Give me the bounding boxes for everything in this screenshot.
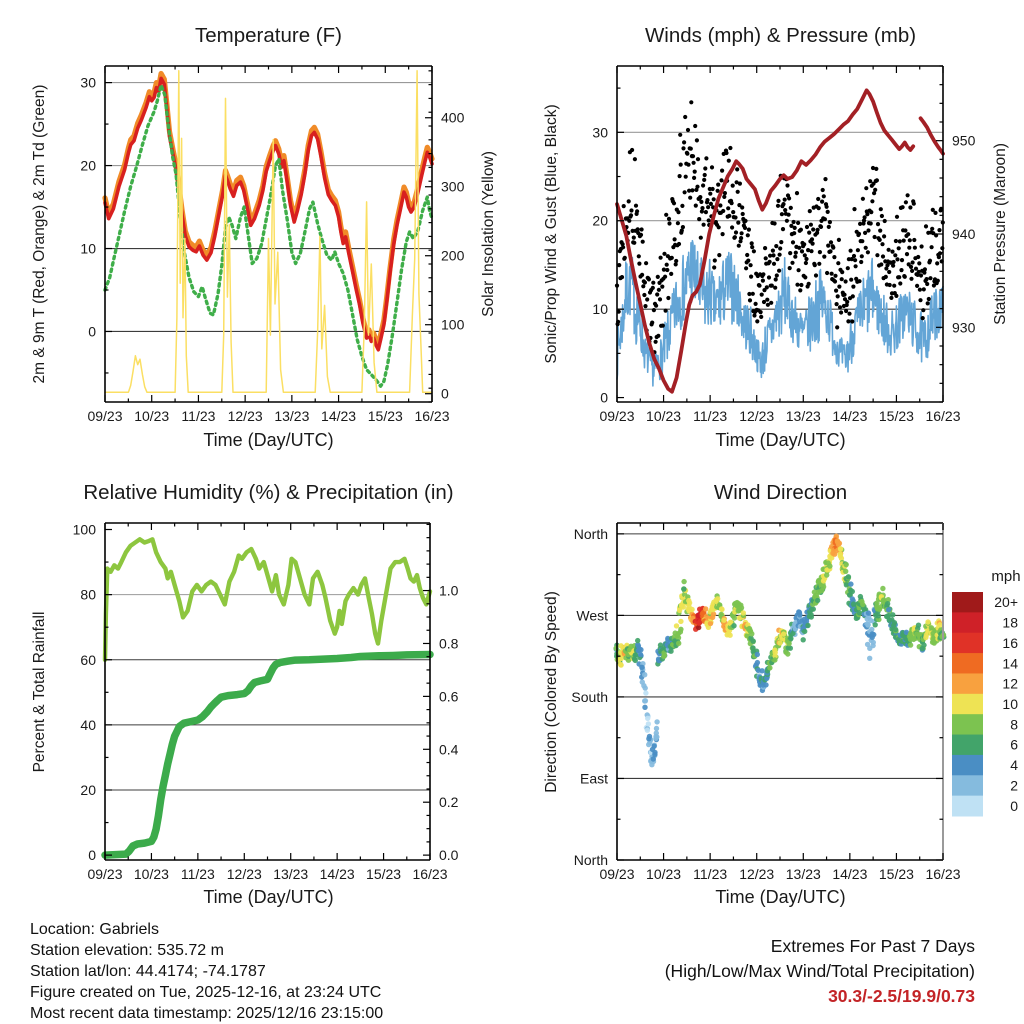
x-tick-label: 10/23 — [646, 866, 682, 882]
x-tick-label: 16/23 — [414, 408, 450, 424]
x-tick-label: 12/23 — [227, 408, 263, 424]
x-tick-label: 10/23 — [646, 408, 682, 424]
x-tick-label: 13/23 — [273, 866, 309, 882]
humidity-precip-plot — [0, 457, 512, 919]
x-tick-label: 10/23 — [133, 866, 169, 882]
colorbar-label: 2 — [1010, 777, 1018, 794]
total-rainfall-series — [105, 655, 430, 856]
y2-tick-label: 100 — [441, 316, 465, 333]
relative-humidity-series — [105, 539, 430, 660]
y2-tick-label: 1.0 — [439, 582, 459, 599]
axes — [617, 132, 943, 309]
plot-frame — [592, 66, 975, 424]
y2-tick-label: 0.0 — [439, 847, 459, 864]
y2-tick-label: 200 — [441, 247, 465, 264]
y2-tick-label: 940 — [952, 226, 976, 242]
humidity-chart-title: Relative Humidity (%) & Precipitation (in) — [83, 481, 454, 504]
wind-direction-plot — [512, 457, 1024, 919]
humidity-x-axis-label: Time (Day/UTC) — [203, 887, 334, 907]
wind-pressure-chart — [512, 0, 1024, 462]
x-tick-label: 15/23 — [366, 866, 402, 882]
y2-tick-label: 0.8 — [439, 635, 459, 652]
x-tick-label: 11/23 — [181, 408, 216, 424]
x-tick-label: 13/23 — [274, 408, 310, 424]
temperature-chart — [0, 0, 512, 462]
y-tick-label: 0 — [600, 389, 608, 406]
y-tick-label: 0 — [88, 323, 96, 340]
plot-frame — [571, 523, 960, 882]
x-tick-label: 13/23 — [785, 408, 821, 424]
x-tick-label: 11/23 — [693, 408, 728, 424]
wind-speed-colorbar — [952, 568, 1021, 817]
y2-tick-label: 930 — [952, 319, 976, 336]
x-tick-label: 09/23 — [599, 866, 635, 882]
station-elevation: Station elevation: 535.72 m — [30, 942, 224, 959]
x-tick-label: 16/23 — [925, 408, 961, 424]
temperature-x-axis-label: Time (Day/UTC) — [203, 430, 334, 450]
y2-tick-label: 0.6 — [439, 688, 459, 705]
direction-x-axis-label: Time (Day/UTC) — [715, 887, 846, 907]
extremes-subtitle: (High/Low/Max Wind/Total Precipitation) — [664, 961, 975, 981]
x-tick-label: 11/23 — [180, 866, 215, 882]
colorbar-label: 6 — [1010, 736, 1018, 753]
y-tick-label: 20 — [80, 157, 96, 174]
y-tick-label: 20 — [592, 212, 608, 229]
y-tick-label: 60 — [80, 651, 96, 668]
x-tick-label: 13/23 — [785, 866, 821, 882]
y2-tick-label: 0.2 — [439, 794, 459, 811]
y-tick-label: 10 — [592, 301, 608, 318]
colorbar-label: 20+ — [994, 594, 1018, 611]
y-tick-label: 0 — [88, 847, 96, 864]
x-tick-label: 14/23 — [832, 866, 868, 882]
y2-tick-label: 0 — [441, 385, 449, 402]
humidity-y-axis-label: Percent & Total Rainfall — [31, 611, 48, 773]
x-tick-label: 12/23 — [739, 866, 775, 882]
wind-direction-chart-title: Wind Direction — [713, 481, 848, 504]
solar-insolation-series — [105, 71, 432, 393]
y-tick-label: 20 — [80, 781, 96, 798]
temperature-y-axis-label: 2m & 9m T (Red, Orange) & 2m Td (Green) — [31, 84, 48, 384]
colorbar-label: 10 — [1002, 696, 1018, 712]
x-tick-label: 09/23 — [87, 866, 123, 882]
extremes-summary — [665, 934, 975, 1009]
x-tick-label: 15/23 — [367, 408, 403, 424]
wind-direction-scatter — [613, 534, 946, 768]
x-tick-label: 09/23 — [87, 408, 123, 424]
x-tick-label: 10/23 — [134, 408, 170, 424]
temperature-plot — [0, 0, 512, 462]
x-tick-label: 12/23 — [739, 408, 775, 424]
dewpoint-series — [105, 85, 432, 386]
x-tick-label: 11/23 — [693, 866, 728, 882]
wind-direction-chart — [512, 457, 1024, 919]
y2-tick-label: 950 — [952, 132, 976, 149]
y-tick-label: 30 — [592, 124, 608, 141]
extremes-value: 30.3/-2.5/19.9/0.73 — [828, 986, 975, 1006]
y-tick-label: 10 — [80, 240, 96, 257]
colorbar-label: 16 — [1002, 634, 1018, 651]
y-tick-label: South — [571, 688, 608, 705]
colorbar-label: 12 — [1002, 675, 1018, 692]
x-tick-label: 14/23 — [832, 408, 868, 424]
wind-x-axis-label: Time (Day/UTC) — [715, 430, 846, 450]
extremes-title: Extremes For Past 7 Days — [770, 936, 975, 956]
x-tick-label: 16/23 — [925, 866, 961, 882]
humidity-precip-chart — [0, 457, 512, 919]
y-tick-label: 40 — [80, 716, 96, 733]
temperature-chart-title: Temperature (F) — [195, 24, 342, 47]
station-location: Location: Gabriels — [30, 921, 159, 938]
x-tick-label: 12/23 — [226, 866, 262, 882]
y2-tick-label: 300 — [441, 178, 465, 195]
colorbar-label: 4 — [1010, 757, 1018, 774]
colorbar-label: 14 — [1002, 655, 1018, 672]
solar-y-axis-label: Solar Insolation (Yellow) — [480, 151, 497, 317]
y-tick-label: East — [579, 770, 608, 787]
x-tick-label: 14/23 — [319, 866, 355, 882]
station-latlon: Station lat/lon: 44.4174; -74.1787 — [30, 963, 266, 980]
x-tick-label: 15/23 — [878, 866, 914, 882]
colorbar-label: 8 — [1010, 716, 1018, 733]
wind-pressure-plot — [512, 0, 1024, 462]
x-tick-label: 09/23 — [599, 408, 635, 424]
x-tick-label: 14/23 — [321, 408, 357, 424]
station-info — [30, 919, 383, 1024]
y2-tick-label: 400 — [441, 109, 465, 126]
wind-pressure-chart-title: Winds (mph) & Pressure (mb) — [644, 24, 917, 47]
pressure-y-axis-label: Station Pressure (Maroon) — [992, 143, 1009, 325]
y-tick-label: North — [573, 852, 608, 868]
y-tick-label: 100 — [72, 521, 96, 538]
x-tick-label: 16/23 — [412, 866, 448, 882]
y-tick-label: 30 — [80, 74, 96, 91]
colorbar-label: 18 — [1002, 614, 1018, 631]
y-tick-label: North — [573, 525, 608, 542]
y-tick-label: 80 — [80, 586, 96, 603]
direction-y-axis-label: Direction (Colored By Speed) — [543, 591, 560, 793]
y-tick-label: West — [576, 607, 608, 624]
figure-created-timestamp: Figure created on Tue, 2025-12-16, at 23:24 UTC — [30, 984, 382, 1001]
colorbar-title: mph — [991, 568, 1021, 585]
y2-tick-label: 0.4 — [439, 741, 459, 758]
most-recent-data-timestamp: Most recent data timestamp: 2025/12/16 23:15:00 — [30, 1005, 384, 1022]
colorbar-label: 0 — [1010, 797, 1018, 814]
x-tick-label: 15/23 — [878, 408, 914, 424]
wind-y-axis-label: Sonic/Prop Wind & Gust (Blue, Black) — [543, 104, 560, 364]
